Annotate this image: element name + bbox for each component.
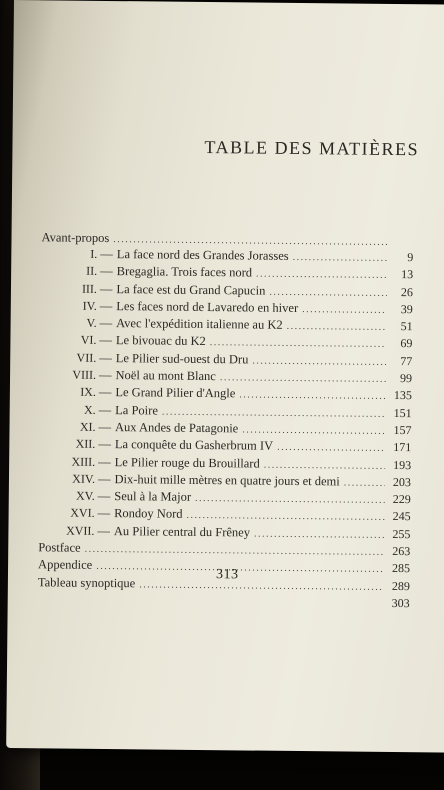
dash-separator: — [99,333,113,348]
dash-separator: — [97,506,111,521]
page-ref: 171 [393,440,412,455]
page-number: 313 [215,567,239,583]
chapter-title: Rondoy Nord [114,506,183,522]
page-ref: 69 [400,336,413,351]
chapter-number: VII. [76,350,97,365]
chapter-title: Au Pilier central du Frêney [113,523,251,540]
chapter-number: I. [90,246,98,261]
page-ref: 9 [407,250,414,265]
chapter-number: VI. [80,333,97,348]
page-ref: 303 [391,595,410,611]
leader-dots [277,439,385,457]
chapter-title: Le Grand Pilier d'Angle [115,385,236,401]
chapter-title: Les faces nord de Lavaredo en hiver [116,298,299,315]
page-ref: 289 [391,578,410,593]
chapter-title: Postface [38,540,81,555]
chapter-title: La face nord des Grandes Jorasses [116,247,289,263]
leader-dots [195,490,385,509]
leader-dots [287,318,387,336]
chapter-number: IV. [82,298,97,313]
leader-dots [220,369,386,388]
page-ref: 203 [392,474,412,490]
chapter-number: XI. [79,419,96,434]
page-ref: 255 [392,526,411,541]
chapter-number: V. [86,315,97,331]
chapter-title: La Poire [115,402,158,418]
chapter-title: Tableau synoptique [37,574,136,590]
dash-separator: — [97,523,111,538]
chapter-number: IX. [80,385,96,400]
leader-dots [239,387,386,406]
chapter-number: III. [81,281,98,296]
page-ref: 229 [392,492,411,507]
chapter-number: XVI. [70,506,95,521]
dash-separator: — [98,419,112,435]
chapter-number: XIV. [72,471,96,486]
chapter-title: Avec l'expédition italienne au K2 [116,316,283,333]
chapter-number: II. [86,264,98,279]
chapter-title: Aux Andes de Patagonie [114,420,239,436]
page-ref: 193 [393,457,412,472]
chapter-number: VIII. [72,367,97,382]
leader-dots [139,576,384,596]
dash-separator: — [99,367,112,383]
chapter-number: XV. [75,488,95,504]
chapter-title: La conquête du Gasherbrum IV [114,437,274,454]
page-ref: 51 [400,319,413,334]
leader-dots [256,266,387,285]
dash-separator: — [98,437,111,452]
table-of-contents [38,229,414,612]
leader-dots [344,474,385,492]
dash-separator: — [100,264,113,279]
page-ref: 13 [401,267,414,282]
chapter-title: Seul à la Major [114,489,192,505]
page-ref: 26 [400,284,414,299]
page-ref: 285 [391,561,411,576]
page-ref: 99 [399,371,413,386]
leader-dots [252,352,386,371]
book-page [6,0,444,753]
page-ref: 151 [393,405,412,420]
chapter-title: Le bivouac du K2 [115,333,206,349]
dash-separator: — [99,316,113,331]
chapter-title: Bregaglia. Trois faces nord [116,264,253,280]
page-ref: 39 [400,301,413,317]
chapter-number: XII. [75,436,96,452]
chapter-number: XIII. [71,454,96,469]
chapter-number: XVII. [66,523,95,538]
chapter-title: Le Pilier sud-ouest du Dru [115,350,249,367]
page-ref: 77 [400,353,413,368]
page-title: TABLE DES MATIÈRES [204,137,420,160]
page-ref: 135 [393,388,412,403]
dash-separator: — [99,298,113,313]
dash-separator: — [97,471,111,486]
dash-separator: — [97,489,111,504]
dash-separator: — [98,402,112,417]
chapter-title: Dix-huit mille mètres en quatre jours et demi [114,471,340,489]
chapter-title: Noël au mont Blanc [115,368,216,384]
page-ref: 157 [393,422,412,438]
chapter-number: X. [83,402,96,417]
page-ref: 245 [392,509,411,524]
dash-separator: — [100,246,113,262]
chapter-title: Appendice [38,557,93,573]
chapter-title: Avant-propos [41,230,110,246]
chapter-title: Le Pilier rouge du Brouillard [114,454,260,471]
dash-separator: — [98,385,112,400]
dash-separator: — [99,350,112,365]
leader-dots [293,249,388,267]
leader-dots [302,301,387,319]
page-ref: 263 [392,544,411,559]
dash-separator: — [99,281,113,296]
leader-dots [254,525,385,544]
dash-separator: — [98,454,111,469]
chapter-title: La face est du Grand Capucin [116,281,266,298]
